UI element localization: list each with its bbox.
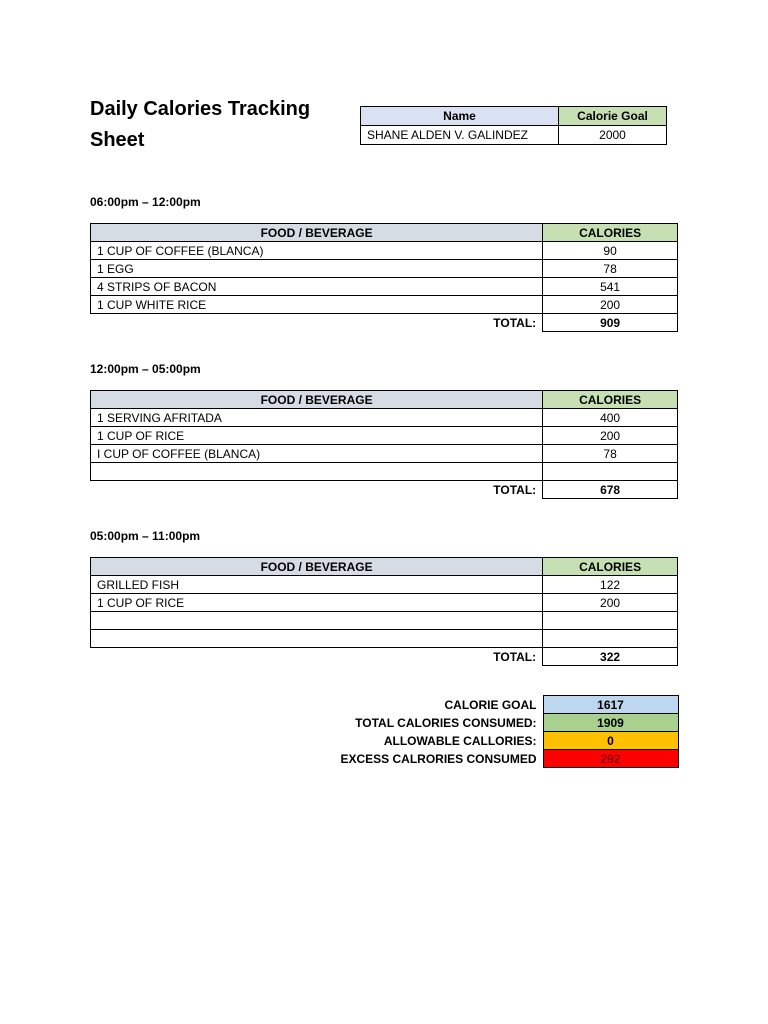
food-cell: I CUP OF COFFEE (BLANCA)	[91, 445, 543, 463]
total-label: TOTAL:	[493, 649, 537, 664]
food-cell: 1 CUP OF RICE	[91, 594, 543, 612]
table-row	[91, 296, 678, 314]
calorie-cell: 400	[543, 409, 678, 427]
summary-allowable-label: ALLOWABLE CALLORIES:	[383, 733, 537, 748]
table-row	[91, 427, 678, 445]
calories-header: CALORIES	[543, 558, 678, 576]
calorie-cell: 78	[543, 260, 678, 278]
total-row	[91, 314, 678, 332]
profile-table	[360, 106, 667, 145]
table-row	[91, 612, 678, 630]
summary-table	[310, 695, 679, 768]
table-row	[91, 260, 678, 278]
food-cell: 1 EGG	[91, 260, 543, 278]
total-label: TOTAL:	[493, 315, 537, 330]
calorie-cell	[543, 630, 678, 648]
table-row	[91, 278, 678, 296]
summary-row-goal	[310, 696, 678, 714]
total-label: TOTAL:	[493, 482, 537, 497]
summary-row-allowable	[310, 732, 678, 750]
summary-goal-value: 1617	[543, 696, 678, 714]
food-cell	[91, 463, 543, 481]
summary-consumed-label: TOTAL CALORIES CONSUMED:	[355, 715, 537, 730]
section-1-label: 06:00pm – 12:00pm	[90, 195, 201, 209]
calorie-cell: 541	[543, 278, 678, 296]
total-value: 322	[543, 648, 678, 666]
total-value: 909	[543, 314, 678, 332]
food-cell: 1 CUP OF COFFEE (BLANCA)	[91, 242, 543, 260]
section-2-label: 12:00pm – 05:00pm	[90, 362, 201, 376]
table-row	[91, 630, 678, 648]
table-row	[91, 445, 678, 463]
section-3-label: 05:00pm – 11:00pm	[90, 529, 201, 543]
section-3-table	[90, 557, 678, 666]
calorie-cell	[543, 612, 678, 630]
summary-consumed-value: 1909	[543, 714, 678, 732]
table-row	[91, 594, 678, 612]
calorie-cell: 78	[543, 445, 678, 463]
calorie-cell: 90	[543, 242, 678, 260]
name-header: Name	[361, 107, 559, 126]
name-value: SHANE ALDEN V. GALINDEZ	[361, 126, 559, 145]
calorie-cell: 122	[543, 576, 678, 594]
food-header: FOOD / BEVERAGE	[91, 224, 543, 242]
food-cell: 1 CUP OF RICE	[91, 427, 543, 445]
page-title: Daily Calories Tracking Sheet	[90, 98, 311, 151]
table-row	[91, 409, 678, 427]
summary-row-excess	[310, 750, 678, 768]
calorie-goal-value: 2000	[559, 126, 667, 145]
food-cell	[91, 630, 543, 648]
table-row	[91, 242, 678, 260]
total-row	[91, 481, 678, 499]
food-cell: 1 CUP WHITE RICE	[91, 296, 543, 314]
summary-allowable-value: 0	[543, 732, 678, 750]
calorie-goal-header: Calorie Goal	[559, 107, 667, 126]
total-row	[91, 648, 678, 666]
summary-goal-label: CALORIE GOAL	[444, 697, 537, 712]
section-1-table	[90, 223, 678, 332]
table-row	[91, 463, 678, 481]
calorie-cell: 200	[543, 296, 678, 314]
food-header: FOOD / BEVERAGE	[91, 391, 543, 409]
calorie-cell: 200	[543, 427, 678, 445]
food-cell: GRILLED FISH	[91, 576, 543, 594]
food-cell	[91, 612, 543, 630]
total-value: 678	[543, 481, 678, 499]
table-row	[91, 576, 678, 594]
calorie-cell: 200	[543, 594, 678, 612]
food-cell: 1 SERVING AFRITADA	[91, 409, 543, 427]
summary-excess-value: 292	[543, 750, 678, 768]
calories-header: CALORIES	[543, 224, 678, 242]
food-cell: 4 STRIPS OF BACON	[91, 278, 543, 296]
food-header: FOOD / BEVERAGE	[91, 558, 543, 576]
summary-row-consumed	[310, 714, 678, 732]
section-2-table	[90, 390, 678, 499]
summary-excess-label: EXCESS CALRORIES CONSUMED	[340, 751, 537, 766]
calories-header: CALORIES	[543, 391, 678, 409]
calorie-cell	[543, 463, 678, 481]
